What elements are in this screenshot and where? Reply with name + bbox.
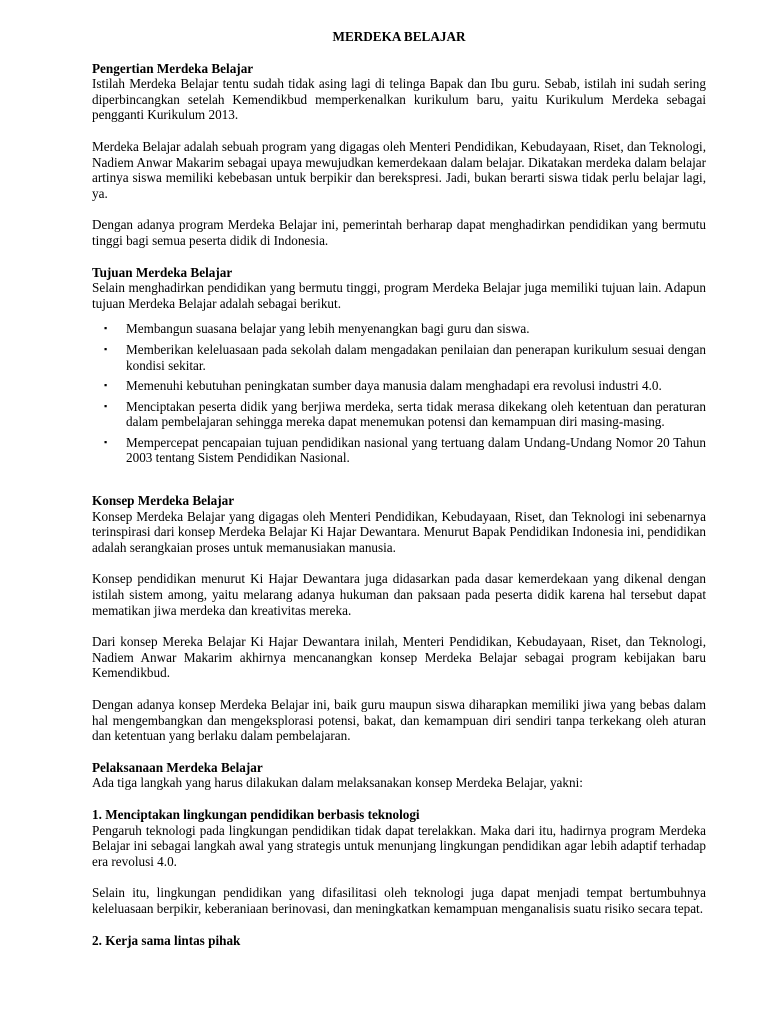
list-item <box>104 321 706 337</box>
bullet-icon: ▪ <box>104 436 108 447</box>
section-heading: Pengertian Merdeka Belajar <box>92 60 254 76</box>
paragraph: Konsep Merdeka Belajar yang digagas oleh Menteri Pendidikan, Kebudayaan, Riset, dan Teknologi ini sebenarnya terinspirasi dari konsep Merdeka Belajar Ki Hajar Dewantara. Menurut Bapak Pendidikan Indonesia ini, pendidikan adalah serangkaian proses untuk memanusiakan manusia. <box>92 508 706 555</box>
paragraph: Pengaruh teknologi pada lingkungan pendidikan tidak dapat terelakkan. Maka dari itu, hadirnya program Merdeka Belajar ini sebagai langkah awal yang strategis untuk menunjang lingkungan pendidikan agar lebih adaptif terhadap era revolusi 4.0. <box>92 822 706 869</box>
section-konsep <box>92 493 706 744</box>
bullet-list <box>92 321 706 466</box>
list-item <box>104 434 706 466</box>
section-pelaksanaan <box>92 760 706 948</box>
list-item <box>104 378 706 394</box>
section-heading: Pelaksanaan Merdeka Belajar <box>92 759 263 775</box>
list-item-text: Membangun suasana belajar yang lebih menyenangkan bagi guru dan siswa. <box>126 321 530 337</box>
paragraph: Selain menghadirkan pendidikan yang bermutu tinggi, program Merdeka Belajar juga memiliki tujuan lain. Adapun tujuan Merdeka Belajar adalah sebagai berikut. <box>92 280 706 311</box>
paragraph: Dengan adanya konsep Merdeka Belajar ini, baik guru maupun siswa diharapkan memiliki jiwa yang bebas dalam hal mengembangkan dan mengeksplorasi potensi, bakat, dan kemampuan diri sendiri tanpa terkekang oleh aturan dan ketentuan yang berlaku dalam pembelajaran. <box>92 697 706 744</box>
list-item-text: Memenuhi kebutuhan peningkatan sumber daya manusia dalam menghadapi era revolusi industri 4.0. <box>126 378 662 394</box>
bullet-icon: ▪ <box>104 323 108 334</box>
bullet-icon: ▪ <box>104 343 108 354</box>
paragraph: Selain itu, lingkungan pendidikan yang difasilitasi oleh teknologi juga dapat menjadi tempat bertumbuhnya keleluasaan berpikir, keberaniaan berinovasi, dan meningkatkan kemampuan menganalisis suatu risiko secara tepat. <box>92 885 706 916</box>
paragraph: Konsep pendidikan menurut Ki Hajar Dewantara juga didasarkan pada dasar kemerdekaan yang dikenal dengan istilah sistem among, yaitu melarang adanya hukuman dan paksaan pada peserta didik karena hal tersebut dapat mematikan jiwa merdeka dan kreativitas mereka. <box>92 571 706 618</box>
paragraph: Ada tiga langkah yang harus dilakukan dalam melaksanakan konsep Merdeka Belajar, yakni: <box>92 775 583 791</box>
section-heading: Konsep Merdeka Belajar <box>92 493 235 509</box>
paragraph: Istilah Merdeka Belajar tentu sudah tidak asing lagi di telinga Bapak dan Ibu guru. Sebab, istilah ini sudah sering diperbincangkan setelah Kemendikbud memperkenalkan kurikulum baru, yaitu Kurikulum Merdeka sebagai pengganti Kurikulum 2013. <box>92 76 706 123</box>
list-item <box>104 341 706 373</box>
section-tujuan <box>92 265 706 467</box>
subsection-heading: 1. Menciptakan lingkungan pendidikan berbasis teknologi <box>92 806 420 822</box>
bullet-icon: ▪ <box>104 380 108 391</box>
section-heading: Tujuan Merdeka Belajar <box>92 264 233 280</box>
paragraph: Dengan adanya program Merdeka Belajar ini, pemerintah berharap dapat menghadirkan pendidikan yang bermutu tinggi bagi semua peserta didik di Indonesia. <box>92 217 706 248</box>
list-item-text: Mempercepat pencapaian tujuan pendidikan nasional yang tertuang dalam Undang-Undang Nomor 20 Tahun 2003 tentang Sistem Pendidikan Nasional. <box>126 434 706 466</box>
section-pengertian <box>92 61 706 249</box>
document-title: MERDEKA BELAJAR <box>332 29 466 44</box>
list-item-text: Menciptakan peserta didik yang berjiwa merdeka, serta tidak merasa dikekang oleh ketentuan dan peraturan dalam pembelajaran sehingga mereka dapat menemukan potensi dan kemampuan diri masing-masing. <box>126 398 706 430</box>
paragraph: Dari konsep Mereka Belajar Ki Hajar Dewantara inilah, Menteri Pendidikan, Kebudayaan, Riset, dan Teknologi, Nadiem Anwar Makarim akhirnya mencanangkan konsep Merdeka Belajar sebagai program kebijakan baru Kemendikbud. <box>92 634 706 681</box>
subsection-heading: 2. Kerja sama lintas pihak <box>92 932 241 948</box>
bullet-icon: ▪ <box>104 400 108 411</box>
list-item-text: Memberikan keleluasaan pada sekolah dalam mengadakan penilaian dan penerapan kurikulum sesuai dengan kondisi sekitar. <box>126 341 706 373</box>
list-item <box>104 398 706 430</box>
paragraph: Merdeka Belajar adalah sebuah program yang digagas oleh Menteri Pendidikan, Kebudayaan, Riset, dan Teknologi, Nadiem Anwar Makarim sebagai upaya mewujudkan kemerdekaan dalam belajar. Dikatakan merdeka dalam belajar artinya siswa memiliki kebebasan untuk berpikir dan berekspresi. Jadi, bukan berarti siswa tidak perlu belajar lagi, ya. <box>92 138 706 201</box>
